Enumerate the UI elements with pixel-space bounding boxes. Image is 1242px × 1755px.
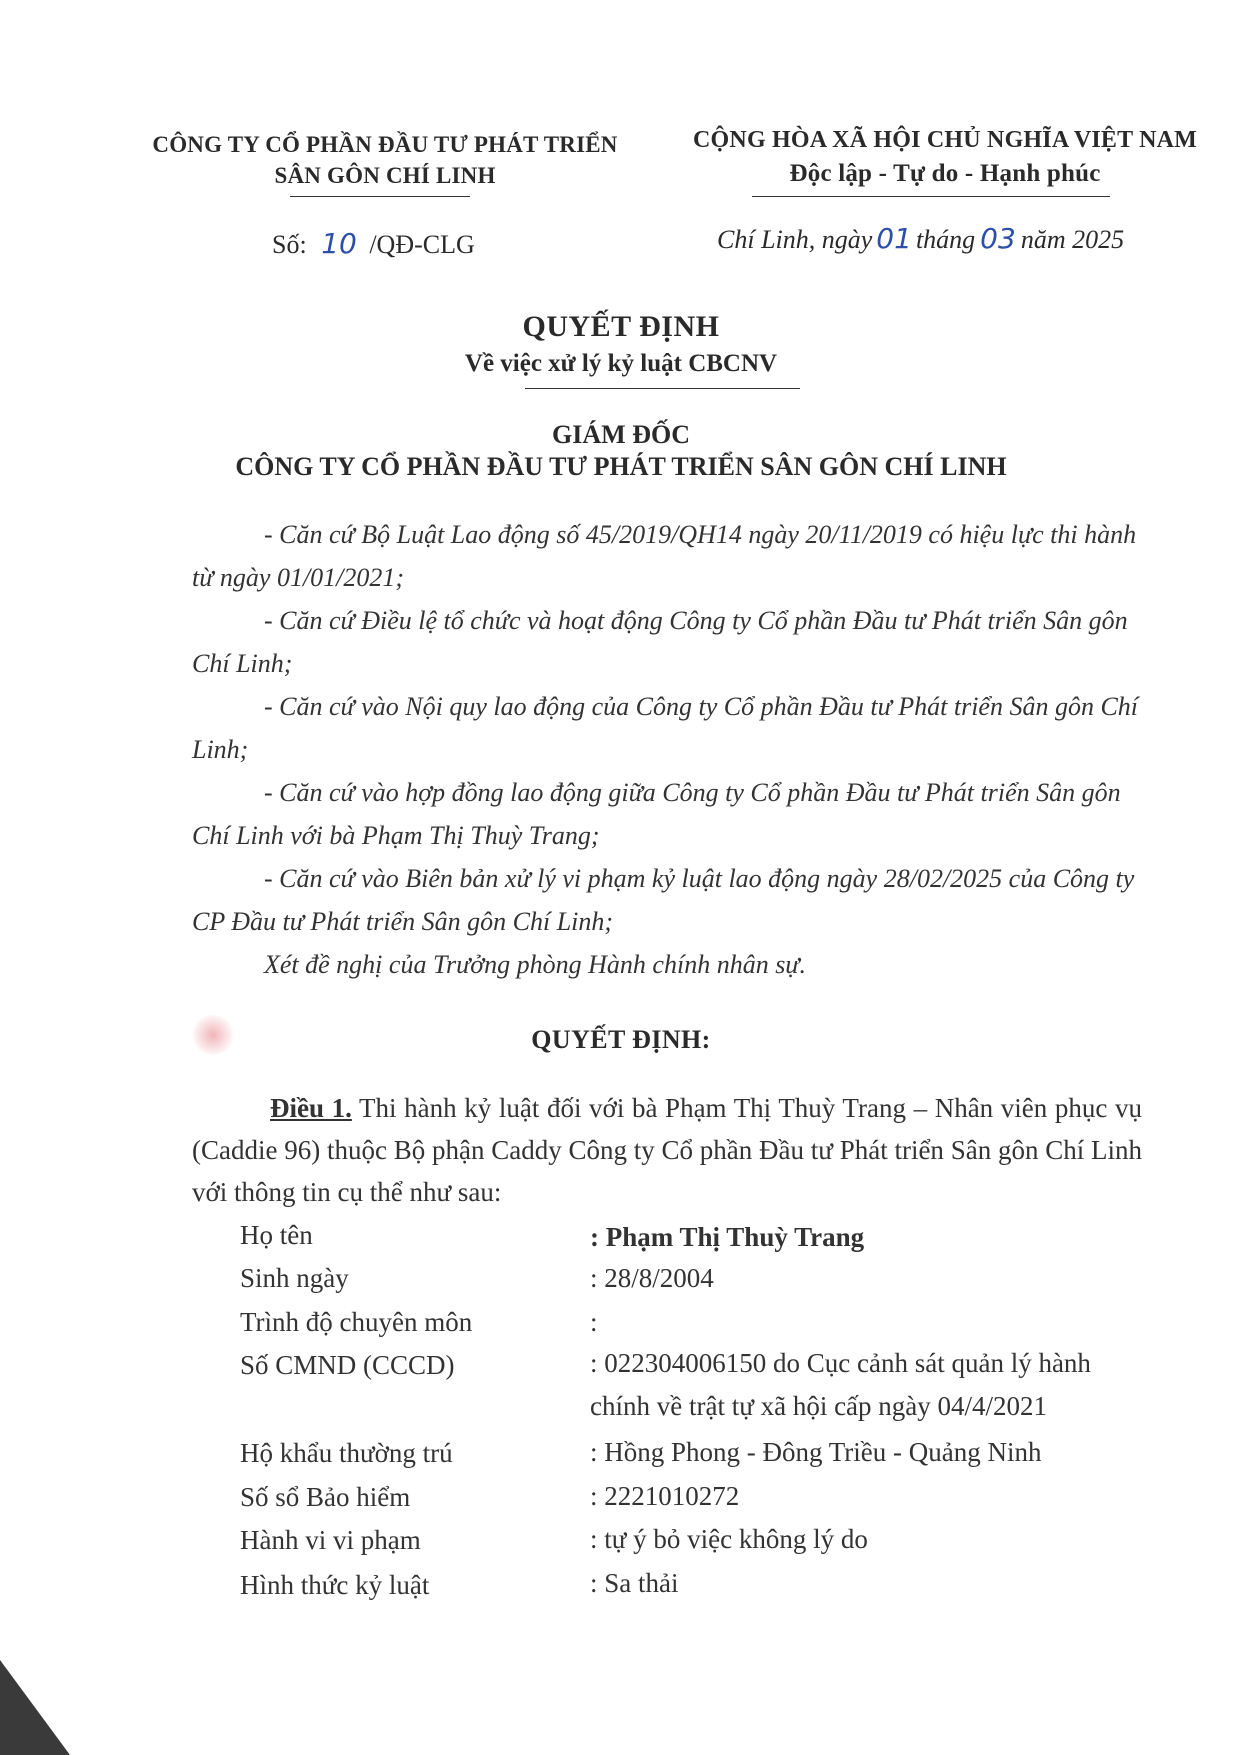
date-line xyxy=(717,222,1124,255)
detail-label-violation: Hành vi vi phạm xyxy=(240,1525,421,1555)
article-1 xyxy=(192,1087,1142,1213)
reference-handwritten-number: 10 xyxy=(321,227,357,260)
basis-item: - Căn cứ vào Nội quy lao động của Công ty Cổ phần Đầu tư Phát triển Sân gôn Chí Linh; xyxy=(192,692,1139,764)
detail-value-violation: : tự ý bỏ việc không lý do xyxy=(590,1524,868,1554)
subject-underline xyxy=(525,388,800,389)
detail-label-residence: Hộ khẩu thường trú xyxy=(240,1438,453,1468)
date-month-label: tháng xyxy=(915,225,976,254)
detail-label-dob: Sinh ngày xyxy=(240,1263,349,1293)
company-name-line2: SÂN GÔN CHÍ LINH xyxy=(274,163,496,188)
scan-edge-shadow xyxy=(0,1660,70,1755)
detail-value-dob: : 28/8/2004 xyxy=(590,1263,714,1293)
basis-item: - Căn cứ Điều lệ tổ chức và hoạt động Công ty Cổ phần Đầu tư Phát triển Sân gôn Chí Linh; xyxy=(192,606,1128,678)
motto-underline xyxy=(752,196,1110,197)
document-title: QUYẾT ĐỊNH xyxy=(522,310,720,343)
detail-label-id: Số CMND (CCCD) xyxy=(240,1350,455,1380)
detail-label-name: Họ tên xyxy=(240,1220,313,1250)
company-name-line1: CÔNG TY CỔ PHẦN ĐẦU TƯ PHÁT TRIỂN xyxy=(152,132,618,157)
detail-value-name: : Phạm Thị Thuỳ Trang xyxy=(590,1222,865,1252)
article-1-text: Thi hành kỷ luật đối với bà Phạm Thị Thuỳ Trang – Nhân viên phục vụ (Caddie 96) thuộc Bộ phận Caddy Công ty Cổ phần Đầu tư Phát triển Sân gôn Chí Linh với thông tin cụ thể như sau: xyxy=(192,1093,1142,1207)
detail-label-discipline: Hình thức kỷ luật xyxy=(240,1570,430,1600)
company-underline xyxy=(290,196,470,197)
detail-value-id: : 022304006150 do Cục cảnh sát quản lý hành xyxy=(590,1348,1091,1378)
detail-label-insurance: Số sổ Bảo hiểm xyxy=(240,1482,411,1512)
authority-title: GIÁM ĐỐC xyxy=(552,420,690,449)
basis-proposal: Xét đề nghị của Trưởng phòng Hành chính nhân sự. xyxy=(264,950,806,979)
nation-motto: Độc lập - Tự do - Hạnh phúc xyxy=(789,160,1101,187)
date-day-handwritten: 01 xyxy=(876,222,912,255)
legal-bases xyxy=(192,513,1142,986)
document-subject: Về việc xử lý kỷ luật CBCNV xyxy=(464,350,778,377)
nation-title: CỘNG HÒA XÃ HỘI CHỦ NGHĨA VIỆT NAM xyxy=(693,127,1197,153)
decision-heading: QUYẾT ĐỊNH: xyxy=(531,1025,711,1054)
detail-value-residence: : Hồng Phong - Đông Triều - Quảng Ninh xyxy=(590,1437,1042,1467)
detail-value-id-cont: chính về trật tự xã hội cấp ngày 04/4/2021 xyxy=(590,1391,1048,1421)
reference-prefix: Số: xyxy=(272,230,307,259)
detail-label-qualification: Trình độ chuyên môn xyxy=(240,1307,473,1337)
authority-company: CÔNG TY CỔ PHẦN ĐẦU TƯ PHÁT TRIỂN SÂN GÔN CHÍ LINH xyxy=(235,452,1007,481)
detail-value-discipline: : Sa thải xyxy=(590,1568,679,1598)
basis-item: - Căn cứ vào Biên bản xử lý vi phạm kỷ luật lao động ngày 28/02/2025 của Công ty CP Đầu tư Phát triển Sân gôn Chí Linh; xyxy=(192,864,1135,936)
date-year: năm 2025 xyxy=(1020,225,1125,254)
detail-value-qualification: : xyxy=(590,1307,598,1337)
basis-item: - Căn cứ Bộ Luật Lao động số 45/2019/QH14 ngày 20/11/2019 có hiệu lực thi hành từ ngày 01/01/2021; xyxy=(192,520,1137,592)
reference-suffix: /QĐ-CLG xyxy=(369,230,475,259)
detail-value-insurance: : 2221010272 xyxy=(590,1481,740,1511)
article-1-label: Điều 1. xyxy=(270,1093,352,1123)
basis-item: - Căn cứ vào hợp đồng lao động giữa Công ty Cổ phần Đầu tư Phát triển Sân gôn Chí Linh với bà Phạm Thị Thuỳ Trang; xyxy=(192,778,1121,850)
date-month-handwritten: 03 xyxy=(980,222,1016,255)
date-place-prefix: Chí Linh, ngày xyxy=(717,225,873,254)
reference-number xyxy=(272,227,475,260)
